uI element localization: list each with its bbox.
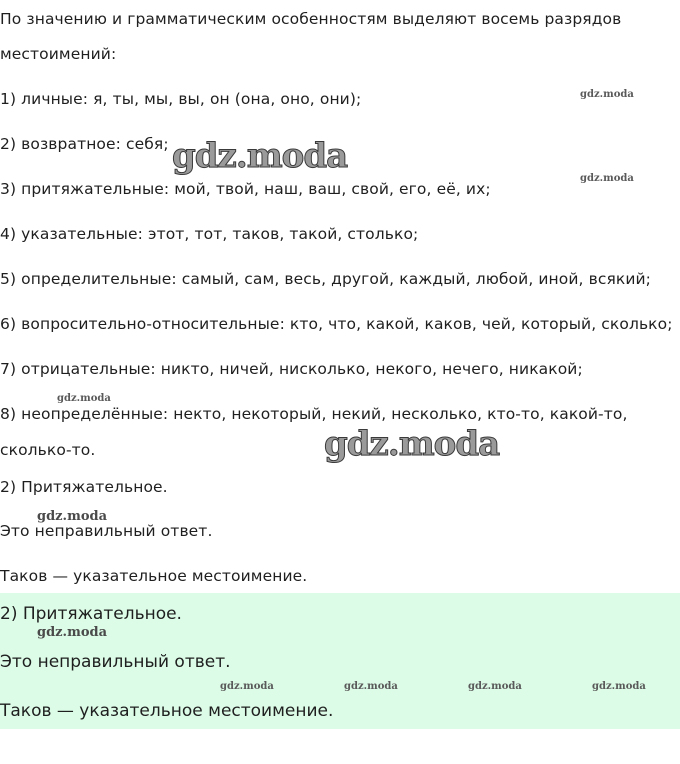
- watermark-large: gdz.moda: [324, 424, 500, 464]
- list-item-negative: 7) отрицательные: никто, ничей, нисколько, некого, нечего, никакой;: [0, 360, 583, 378]
- intro-line-2: местоимений:: [0, 45, 117, 63]
- watermark: gdz.moda: [580, 173, 634, 184]
- watermark: gdz.moda: [592, 681, 646, 692]
- watermark: gdz.moda: [37, 509, 108, 524]
- list-item-personal: 1) личные: я, ты, мы, вы, он (она, оно, они);: [0, 90, 362, 108]
- watermark: gdz.moda: [344, 681, 398, 692]
- explanation-text: Таков — указательное местоимение.: [0, 567, 308, 585]
- intro-line-1: По значению и грамматическим особенностям выделяют восемь разрядов: [0, 10, 622, 28]
- answer-verdict: Это неправильный ответ.: [0, 652, 231, 672]
- list-item-interrogative: 6) вопросительно-относительные: кто, что, какой, каков, чей, который, сколько;: [0, 315, 673, 333]
- list-item-demonstrative: 4) указательные: этот, тот, таков, такой, столько;: [0, 225, 419, 243]
- verdict-text: Это неправильный ответ.: [0, 522, 213, 540]
- answer-option: 2) Притяжательное.: [0, 604, 182, 624]
- watermark: gdz.moda: [468, 681, 522, 692]
- watermark: gdz.moda: [57, 393, 111, 404]
- watermark: gdz.moda: [37, 625, 108, 640]
- option-text: 2) Притяжательное.: [0, 478, 168, 496]
- list-item-attributive: 5) определительные: самый, сам, весь, другой, каждый, любой, иной, всякий;: [0, 270, 651, 288]
- list-item-indefinite: 8) неопределённые: некто, некоторый, некий, несколько, кто-то, какой-то,: [0, 405, 628, 423]
- watermark-large: gdz.moda: [172, 136, 348, 176]
- watermark: gdz.moda: [580, 89, 634, 100]
- list-item-indefinite-continuation: сколько-то.: [0, 441, 96, 459]
- list-item-reflexive: 2) возвратное: себя;: [0, 135, 169, 153]
- answer-box: [0, 593, 680, 729]
- answer-explanation: Таков — указательное местоимение.: [0, 701, 334, 721]
- list-item-possessive: 3) притяжательные: мой, твой, наш, ваш, свой, его, её, их;: [0, 180, 491, 198]
- watermark: gdz.moda: [220, 681, 274, 692]
